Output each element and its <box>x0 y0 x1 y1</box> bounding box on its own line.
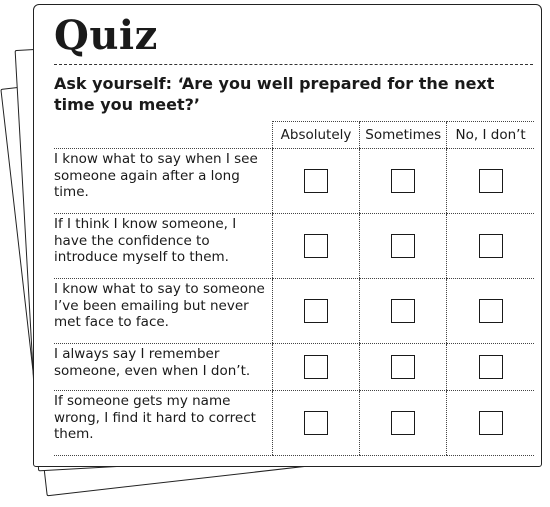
statement-text: I always say I remember someone, even when I don’t. <box>54 344 272 391</box>
answer-cell <box>272 344 359 391</box>
column-header-no-i-dont: No, I don’t <box>447 122 534 149</box>
answer-cell <box>272 391 359 456</box>
header-blank-cell <box>54 122 272 149</box>
checkbox-sometimes[interactable] <box>391 355 415 379</box>
quiz-question: Ask yourself: ‘Are you well prepared for the next time you meet?’ <box>54 74 495 114</box>
checkbox-absolutely[interactable] <box>304 411 328 435</box>
answer-cell <box>360 279 447 344</box>
statement-text: If I think I know someone, I have the confidence to introduce myself to them. <box>54 214 272 279</box>
answer-cell <box>447 149 534 214</box>
table-row <box>54 279 534 344</box>
checkbox-no-i-dont[interactable] <box>479 299 503 323</box>
checkbox-absolutely[interactable] <box>304 355 328 379</box>
checkbox-sometimes[interactable] <box>391 411 415 435</box>
answer-cell <box>272 149 359 214</box>
answer-cell <box>272 279 359 344</box>
checkbox-sometimes[interactable] <box>391 299 415 323</box>
answer-cell <box>360 214 447 279</box>
checkbox-sometimes[interactable] <box>391 169 415 193</box>
statement-text: I know what to say when I see someone again after a long time. <box>54 149 272 214</box>
checkbox-absolutely[interactable] <box>304 299 328 323</box>
answer-cell <box>447 214 534 279</box>
statement-text: If someone gets my name wrong, I find it hard to correct them. <box>54 391 272 456</box>
checkbox-no-i-dont[interactable] <box>479 169 503 193</box>
answer-cell <box>360 149 447 214</box>
checkbox-no-i-dont[interactable] <box>479 411 503 435</box>
table-row <box>54 149 534 214</box>
table-row <box>54 344 534 391</box>
checkbox-sometimes[interactable] <box>391 234 415 258</box>
quiz-title: Quiz <box>54 12 158 59</box>
checkbox-no-i-dont[interactable] <box>479 355 503 379</box>
answer-cell <box>447 391 534 456</box>
checkbox-absolutely[interactable] <box>304 169 328 193</box>
statement-text: I know what to say to someone I’ve been emailing but never met face to face. <box>54 279 272 344</box>
title-divider <box>54 64 533 65</box>
answer-cell <box>272 214 359 279</box>
table-row <box>54 214 534 279</box>
answer-cell <box>447 344 534 391</box>
checkbox-no-i-dont[interactable] <box>479 234 503 258</box>
quiz-table <box>54 121 534 456</box>
answer-cell <box>360 391 447 456</box>
answer-cell <box>447 279 534 344</box>
quiz-card <box>33 4 542 467</box>
column-header-sometimes: Sometimes <box>360 122 447 149</box>
table-header-row <box>54 122 534 149</box>
answer-cell <box>360 344 447 391</box>
table-row <box>54 391 534 456</box>
column-header-absolutely: Absolutely <box>272 122 359 149</box>
checkbox-absolutely[interactable] <box>304 234 328 258</box>
